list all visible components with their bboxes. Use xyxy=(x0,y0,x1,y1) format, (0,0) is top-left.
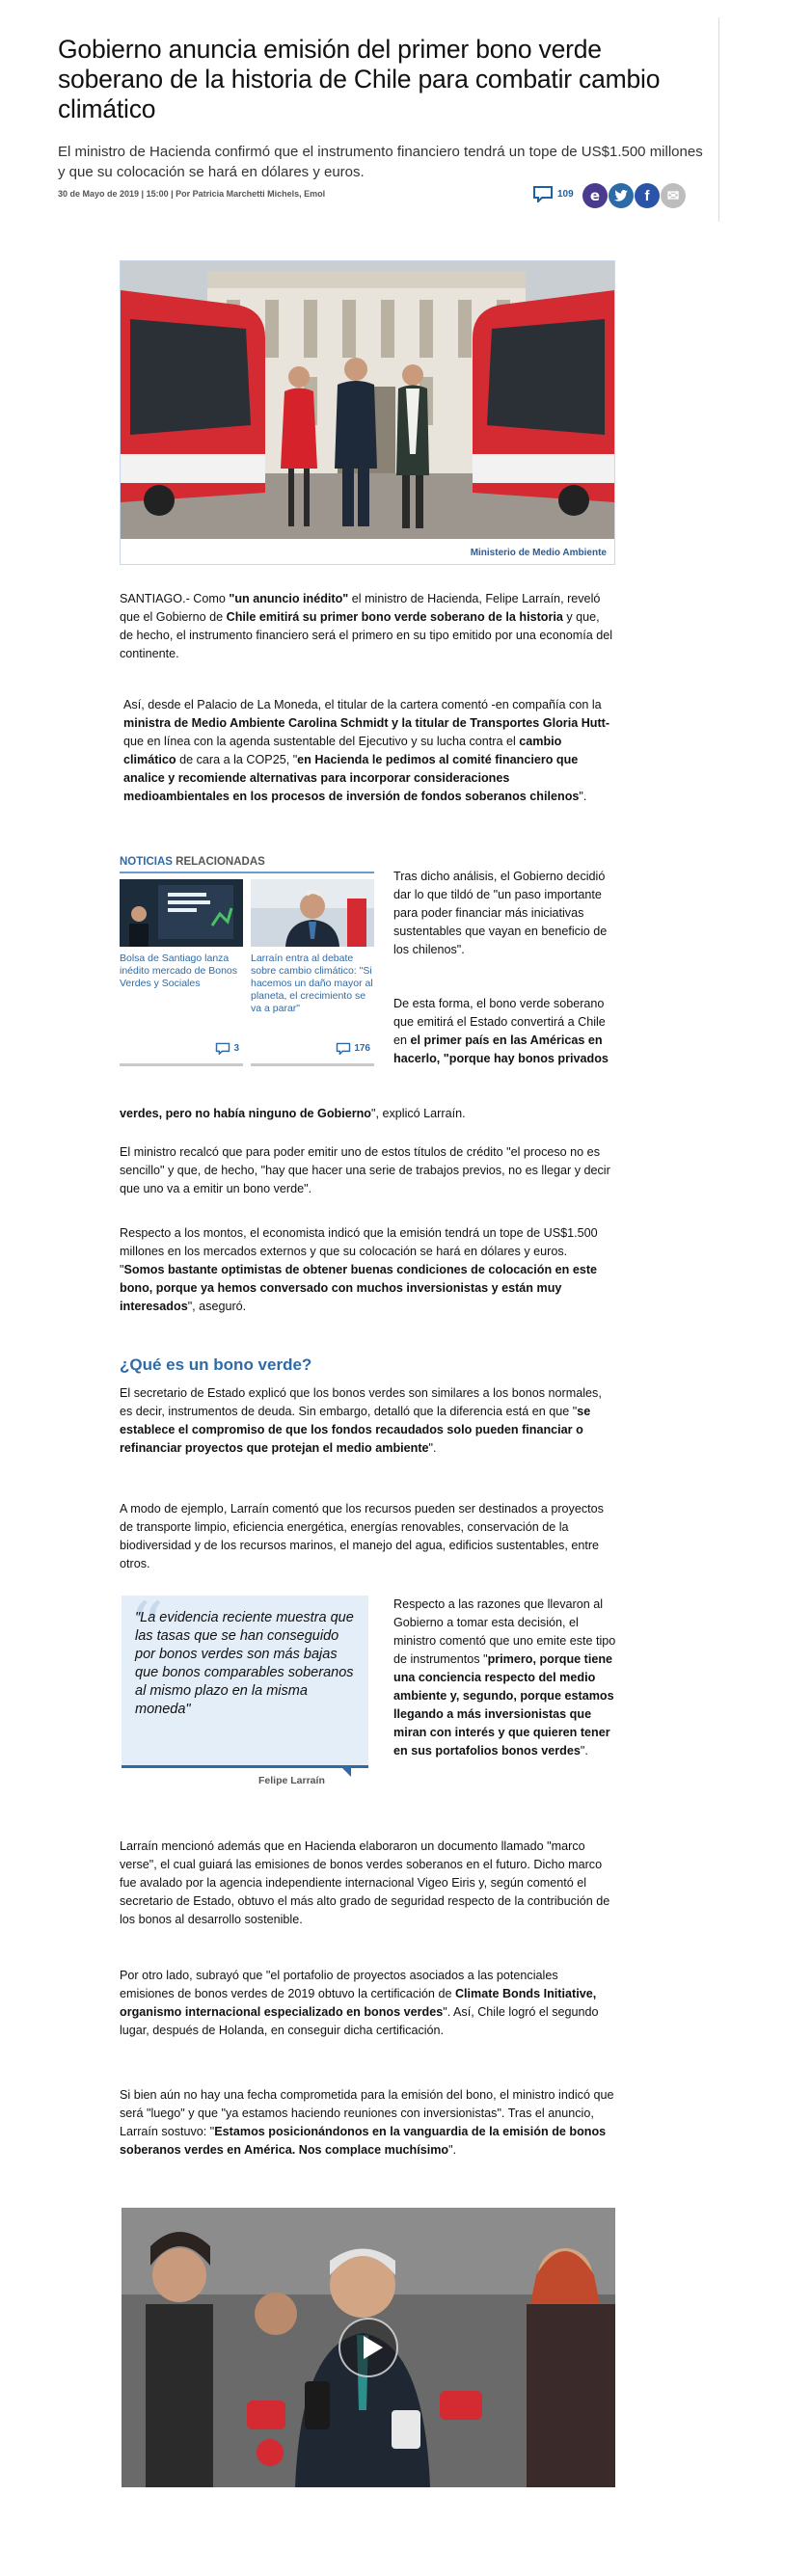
related-news-heading xyxy=(120,856,374,873)
body-text: de cara a la COP25, " xyxy=(176,753,298,766)
paragraph-5 xyxy=(120,1143,615,1198)
body-text: ". xyxy=(580,1744,588,1758)
emol-share-icon[interactable]: e xyxy=(582,183,608,208)
body-text: Por otro lado, subrayó que "el portafolio de proyectos asociados a las potenciales emisiones de bonos verdes de 2019 obtuvo la certificación de xyxy=(120,1969,558,2000)
body-text: Respecto a las razones que llevaron al Gobierno a tomar esta decisión, el ministro comentó que uno emite este tipo de instrumentos " xyxy=(393,1597,616,1666)
body-text: el ministro de Hacienda, Felipe Larraín, reveló que el Gobierno de xyxy=(120,592,601,624)
related-comment-count[interactable] xyxy=(215,1042,239,1055)
body-text: Si bien aún no hay una fecha comprometida para la emisión del bono, el ministro indicó que será "luego" y que "ya estamos haciendo reuniones con inversionistas". Tras el anuncio, Larraín sostuvo: " xyxy=(120,2088,614,2138)
emphasis-text: Chile emitirá su primer bono verde soberano de la historia xyxy=(226,610,563,624)
body-text: El ministro recalcó que para poder emitir uno de estos títulos de crédito "el proceso no es sencillo" y que, de hecho, "hay que hacer una serie de trabajos previos, no es llegar y decir que uno va a emitir un bono verde". xyxy=(120,1145,610,1195)
body-text: ". Así, Chile logró el segundo lugar, después de Holanda, en conseguir dicha certificación. xyxy=(120,2005,599,2037)
body-text: Así, desde el Palacio de La Moneda, el titular de la cartera comentó -en compañía con la xyxy=(123,698,602,711)
related-count-value: 176 xyxy=(354,1043,370,1054)
main-photo-figure xyxy=(120,260,615,565)
related-heading-blue: NOTICIAS xyxy=(120,856,173,868)
comment-icon xyxy=(215,1042,230,1055)
emphasis-text: Somos bastante optimistas de obtener buenas condiciones de colocación en este bono, porque ya hemos conversado con muchos inversionistas y están muy interesados xyxy=(120,1263,598,1313)
body-text: ". xyxy=(448,2143,457,2157)
body-text: ". xyxy=(579,790,587,803)
body-text: ". xyxy=(428,1441,437,1455)
emphasis-text: "un anuncio inédito" xyxy=(229,592,349,605)
article-header xyxy=(58,35,710,182)
body-text: que en línea con la agenda sustentable del Ejecutivo y su lucha contra el xyxy=(123,735,520,748)
related-item[interactable] xyxy=(120,879,243,1072)
related-item[interactable] xyxy=(251,879,374,1072)
mail-share-icon[interactable]: ✉ xyxy=(661,183,686,208)
pull-quote-author: Felipe Larraín xyxy=(258,1775,325,1786)
related-news-box xyxy=(120,856,374,1072)
comment-count: 109 xyxy=(557,188,574,200)
body-text: Larraín mencionó además que en Hacienda elaboraron un documento llamado "marco verse", el cual guiará las emisiones de bonos verdes soberanos en el futuro. Dicho marco fue avalado por la agencia independiente internacional Vigeo Eiris y, según comentó el secretario de Estado, obtuvo el más alto grado de seguridad respecto de la contribución de los bonos al desarrollo sostenible. xyxy=(120,1839,610,1926)
emphasis-text: se establece el compromiso de que los fondos recaudados solo pueden financiar o refinanciar proyectos que protejan el medio ambiente xyxy=(120,1405,591,1455)
paragraph-10 xyxy=(120,1838,615,1929)
facebook-share-icon[interactable]: f xyxy=(635,183,660,208)
body-text: De esta forma, el bono verde soberano que emitirá el Estado convertirá a Chile en xyxy=(393,997,606,1047)
emphasis-text: cambio climático xyxy=(123,735,562,766)
body-text: Respecto a los montos, el economista indicó que la emisión tendrá un tope de US$1.500 millones en los mercados externos y que su colocación se hará en dólares y euros. " xyxy=(120,1226,598,1276)
emphasis-text: ministra de Medio Ambiente Carolina Schmidt y la titular de Transportes Gloria Hutt- xyxy=(123,716,610,730)
emphasis-text: en Hacienda le pedimos al comité financiero que analice y recomiende alternativas para incorporar consideraciones medioambientales en los procesos de inversión de fondos soberanos chilenos xyxy=(123,753,580,803)
related-count-value: 3 xyxy=(233,1043,239,1054)
body-text: ", explicó Larraín. xyxy=(371,1107,466,1120)
article-lead: El ministro de Hacienda confirmó que el instrumento financiero tendrá un tope de US$1.500 millones y que su colocación se hará en dólares y euros. xyxy=(58,144,703,180)
comment-icon xyxy=(336,1042,351,1055)
paragraph-8 xyxy=(120,1500,615,1573)
pull-quote xyxy=(122,1588,368,1765)
body-text: ", aseguró. xyxy=(187,1300,247,1313)
paragraph-9 xyxy=(393,1596,617,1760)
paragraph-11 xyxy=(120,1967,615,2040)
body-text: Tras dicho análisis, el Gobierno decidió dar lo que tildó de "un paso importante para poder financiar más iniciativas sustentables que vayan en beneficio de los chilenos". xyxy=(393,870,608,956)
paragraph-7 xyxy=(120,1384,615,1458)
related-item-image xyxy=(251,879,374,947)
emphasis-text: primero, porque tiene una conciencia respecto del medio ambiente y, segundo, porque estamos llegando a más inversionistas que miran con interés y que quieren tener en sus portafolios bonos verdes xyxy=(393,1652,614,1758)
body-text: y que, de hecho, el instrumento financiero será el primero en su tipo emitido por una economía del continente. xyxy=(120,610,613,660)
related-item-divider xyxy=(251,1063,374,1066)
main-photo xyxy=(121,261,614,539)
emphasis-text: verdes, pero no había ninguno de Gobierno xyxy=(120,1107,371,1120)
twitter-bird-icon xyxy=(614,190,628,201)
related-item-divider xyxy=(120,1063,243,1066)
related-heading-gray: RELACIONADAS xyxy=(176,856,265,868)
pull-quote-underline xyxy=(122,1765,368,1768)
body-text: SANTIAGO.- Como xyxy=(120,592,230,605)
quote-mark-icon: “ xyxy=(129,1588,164,1667)
paragraph-1 xyxy=(120,590,615,663)
photo-ministers-electric-buses xyxy=(121,261,614,539)
related-item-title[interactable]: Larraín entra al debate sobre cambio climático: "Si hacemos un daño mayor al planeta, el crecimiento se va a parar" xyxy=(251,953,373,1014)
article-meta-row xyxy=(58,183,710,212)
paragraph-3 xyxy=(393,868,617,959)
body-text: A modo de ejemplo, Larraín comentó que los recursos pueden ser destinados a proyectos de transporte limpio, eficiencia energética, energías renovables, conservación de la biodiversidad y de los recursos marinos, el manejo del agua, edificios sustentables, entre otros. xyxy=(120,1502,604,1570)
photo-caption: Ministerio de Medio Ambiente xyxy=(470,548,607,558)
twitter-share-icon[interactable] xyxy=(609,183,634,208)
pull-quote-pointer xyxy=(339,1765,351,1777)
article-byline: 30 de Mayo de 2019 | 15:00 | Por Patricia Marchetti Michels, Emol xyxy=(58,189,326,199)
section-heading: ¿Qué es un bono verde? xyxy=(120,1355,312,1374)
video-player[interactable] xyxy=(122,2208,615,2487)
paragraph-4-continued xyxy=(120,1105,615,1123)
related-item-title[interactable]: Bolsa de Santiago lanza inédito mercado de Bonos Verdes y Sociales xyxy=(120,953,237,989)
paragraph-2 xyxy=(123,696,615,806)
related-comment-count[interactable] xyxy=(336,1042,370,1055)
paragraph-4 xyxy=(393,995,617,1068)
comments-link[interactable] xyxy=(532,185,574,202)
body-text: El secretario de Estado explicó que los bonos verdes son similares a los bonos normales, es decir, instrumentos de deuda. Sin embargo, detalló que la diferencia está en que " xyxy=(120,1386,602,1418)
pull-quote-text: "La evidencia reciente muestra que las tasas que se han conseguido por bonos verdes son más bajas que bonos comparables soberanos al mismo plazo en la misma moneda" xyxy=(135,1610,354,1717)
paragraph-6 xyxy=(120,1224,615,1316)
emphasis-text: Estamos posicionándonos en la vanguardia de la emisión de bonos soberanos verdes en América. Nos complace muchísimo xyxy=(120,2125,607,2157)
paragraph-12 xyxy=(120,2086,615,2160)
header-divider xyxy=(718,17,719,222)
green-bonds-slide-image xyxy=(120,879,243,947)
comment-icon xyxy=(532,185,554,202)
related-item-image xyxy=(120,879,243,947)
article-title: Gobierno anuncia emisión del primer bono verde soberano de la historia de Chile para combatir cambio climático xyxy=(58,35,661,123)
emphasis-text: el primer país en las Américas en hacerlo, "porque hay bonos privados xyxy=(393,1033,609,1065)
minister-portrait-image xyxy=(251,879,374,947)
emphasis-text: Climate Bonds Initiative, organismo internacional especializado en bonos verdes xyxy=(120,1987,597,2019)
play-button-icon[interactable] xyxy=(338,2318,398,2377)
